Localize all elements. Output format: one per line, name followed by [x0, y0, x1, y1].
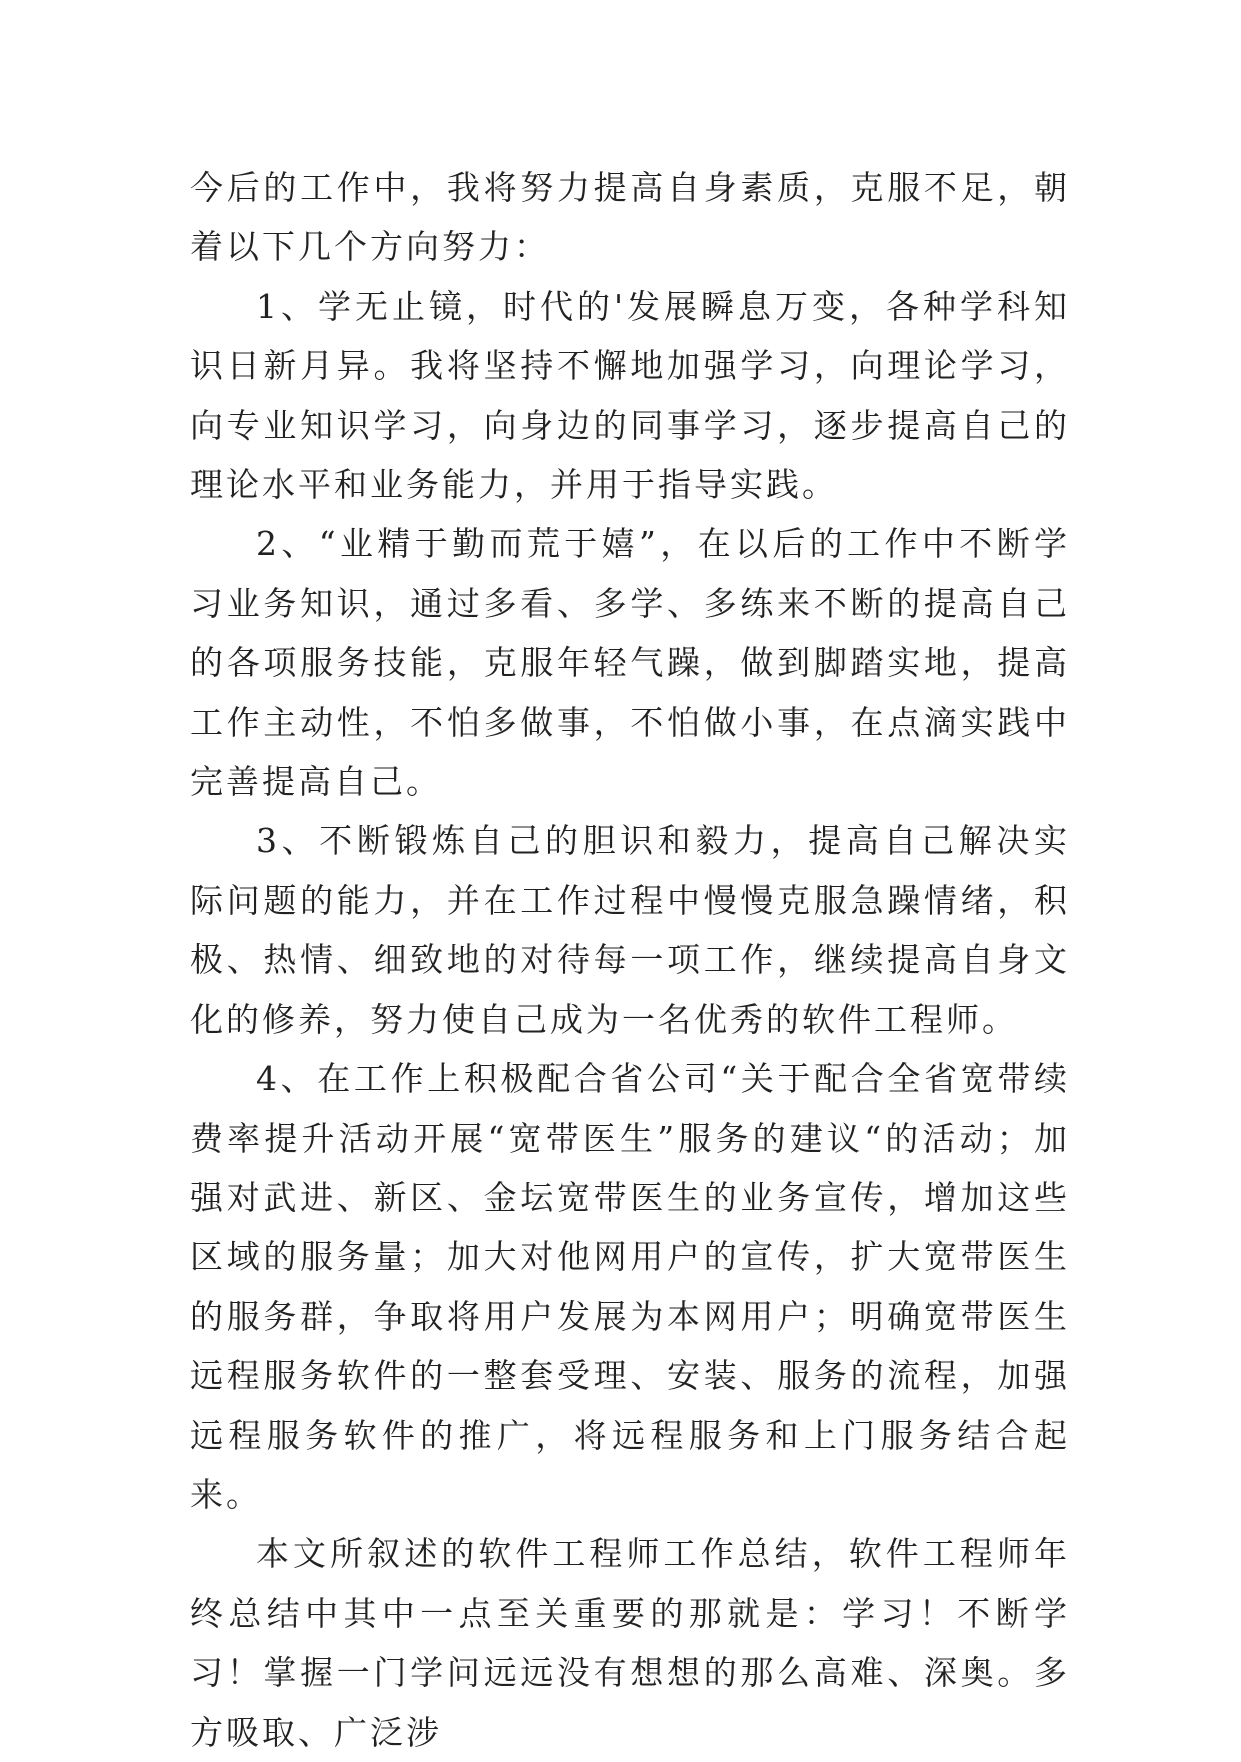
paragraph-item-4: 4、在工作上积极配合省公司“关于配合全省宽带续费率提升活动开展“宽带医生”服务的建议“的活动；加强对武进、新区、金坛宽带医生的业务宣传，增加这些区域的服务量；加大对他网用户的宣传，扩大宽带医生的服务群，争取将用户发展为本网用户；明确宽带医生远程服务软件的一整套受理、安装、服务的流程，加强远程服务软件的推广，将远程服务和上门服务结合起来。 — [190, 1059, 1070, 1514]
paragraph-conclusion: 本文所叙述的软件工程师工作总结，软件工程师年终总结中其中一点至关重要的那就是：学习！不断学习！掌握一门学问远远没有想想的那么高难、深奥。多方吸取、广泛涉 — [190, 1534, 1070, 1752]
document-body — [190, 158, 1070, 1762]
paragraph-item-3: 3、不断锻炼自己的胆识和毅力，提高自己解决实际问题的能力，并在工作过程中慢慢克服急躁情绪，积极、热情、细致地的对待每一项工作，继续提高自身文化的修养，努力使自己成为一名优秀的软件工程师。 — [190, 821, 1070, 1039]
paragraph-item-2: 2、“业精于勤而荒于嬉”，在以后的工作中不断学习业务知识，通过多看、多学、多练来不断的提高自己的各项服务技能，克服年轻气躁，做到脚踏实地，提高工作主动性，不怕多做事，不怕做小事，在点滴实践中完善提高自己。 — [190, 524, 1070, 802]
paragraph-intro: 今后的工作中，我将努力提高自身素质，克服不足，朝着以下几个方向努力： — [190, 168, 1070, 267]
paragraph-item-1: 1、学无止镜，时代的'发展瞬息万变，各种学科知识日新月异。我将坚持不懈地加强学习，向理论学习，向专业知识学习，向身边的同事学习，逐步提高自己的理论水平和业务能力，并用于指导实践。 — [190, 286, 1070, 505]
